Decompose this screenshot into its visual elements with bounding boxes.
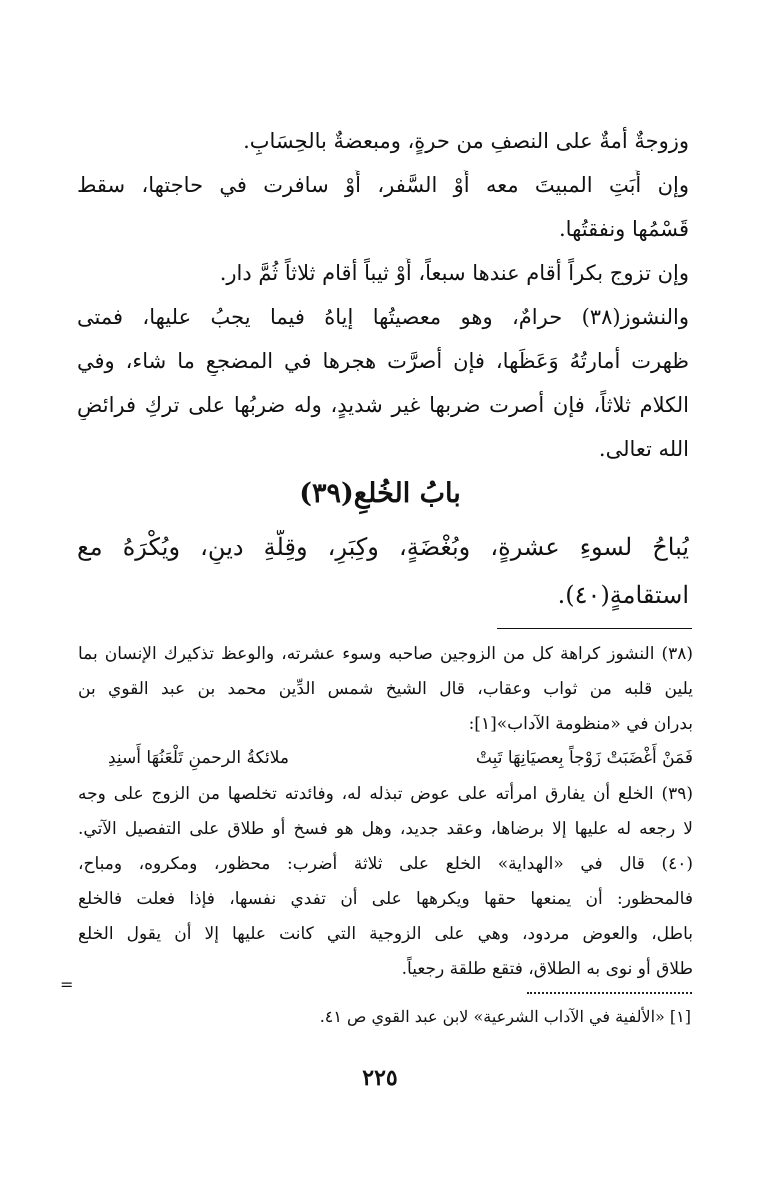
footnote-line: (٤٠) قال في «الهداية» الخلع على ثلاثة أضرب: محظور، ومكروه، ومباح، xyxy=(78,854,693,874)
page-number: ٢٢٥ xyxy=(362,1065,398,1091)
footnote-line: طلاق أو نوى به الطلاق، فتقع طلقة رجعياً. xyxy=(401,959,693,979)
footnote-line: بدران في «منظومة الآداب»[١]: xyxy=(468,714,693,734)
footnote-line: فالمحظور: أن يمنعها حقها ويكرهها على أن تفدي نفسها، فإذا فعلت فالخلع xyxy=(78,889,693,909)
main-line: والنشوز(٣٨) حرامٌ، وهو معصيتُها إياهُ فيما يجبُ عليها، فمتى xyxy=(77,305,689,329)
chapter-heading: بابُ الخُلعِ(٣٩) xyxy=(299,478,461,509)
margin-mark: = xyxy=(60,975,74,994)
footnote-line: (٣٩) الخلع أن يفارق امرأته على عوض تبذله له، وفائدته تخلصها من الزوج على وجه xyxy=(78,784,693,804)
footnote-line: يلين قلبه من ثواب وعقاب، قال الشيخ شمس الدِّين محمد بن عبد القوي بن xyxy=(78,679,693,699)
editor-note-separator xyxy=(527,992,692,1000)
main-line: ظهرت أمارتُهُ وَعَظَها، فإن أصرَّت هجرها في المضجعِ ما شاء، وفي xyxy=(77,349,689,373)
footnote-line: لا رجعه له عليها إلا برضاها، وعقد جديد، وهل هو فسخ أو طلاق على التفصيل الآتي. xyxy=(78,819,693,839)
main-line: وإن تزوج بكراً أقام عندها سبعاً، أَوْ ثيباً أقام ثلاثاً ثُمَّ دار. xyxy=(219,261,689,285)
main-line: قَسْمُها ونفقتُها. xyxy=(559,217,689,241)
poem-first-half: فَمَنْ أَغْضَبَتْ زَوْجاً بِعصيَانِهَا تَبِتْ xyxy=(475,748,693,768)
main-line: وإن أَبَتِ المبيتَ معه أَوْ السَّفر، أَوْ سافرت في حاجتها، سقط xyxy=(77,173,689,197)
poem-verse xyxy=(108,744,693,772)
main-line: الله تعالى. xyxy=(598,437,689,461)
footnote-line: باطل، والعوض مردود، وهي على الزوجية التي كانت عليها إلا أن يقول الخلع xyxy=(78,924,693,944)
editor-note: [١] «الألفية في الآداب الشرعية» لابن عبد القوي ص ٤١. xyxy=(319,1007,691,1026)
footnote-line: (٣٨) النشوز كراهة كل من الزوجين صاحبه وسوء عشرته، والوعظ تذكيرك الإنسان بما xyxy=(78,644,693,664)
main-line: وزوجةٌ أمةٌ على النصفِ من حرةٍ، ومبعضةٌ بالحِسَابِ. xyxy=(243,129,689,153)
chapter-text-line: يُباحُ لسوءِ عشرةٍ، وبُغْضَةٍ، وكِبَرٍ، وقِلَّةِ دينٍ، ويُكْرَهُ مع xyxy=(77,533,689,561)
footnote-separator xyxy=(497,628,692,629)
poem-second-half: ملائكةُ الرحمنِ تَلْعَنُهَا أَسنِدِ xyxy=(108,748,289,768)
main-line: الكلام ثلاثاً، فإن أصرت ضربها غير شديدٍ، وله ضربُها على تركِ فرائضِ xyxy=(77,393,689,417)
chapter-text-line: استقامةٍ(٤٠). xyxy=(557,581,689,609)
